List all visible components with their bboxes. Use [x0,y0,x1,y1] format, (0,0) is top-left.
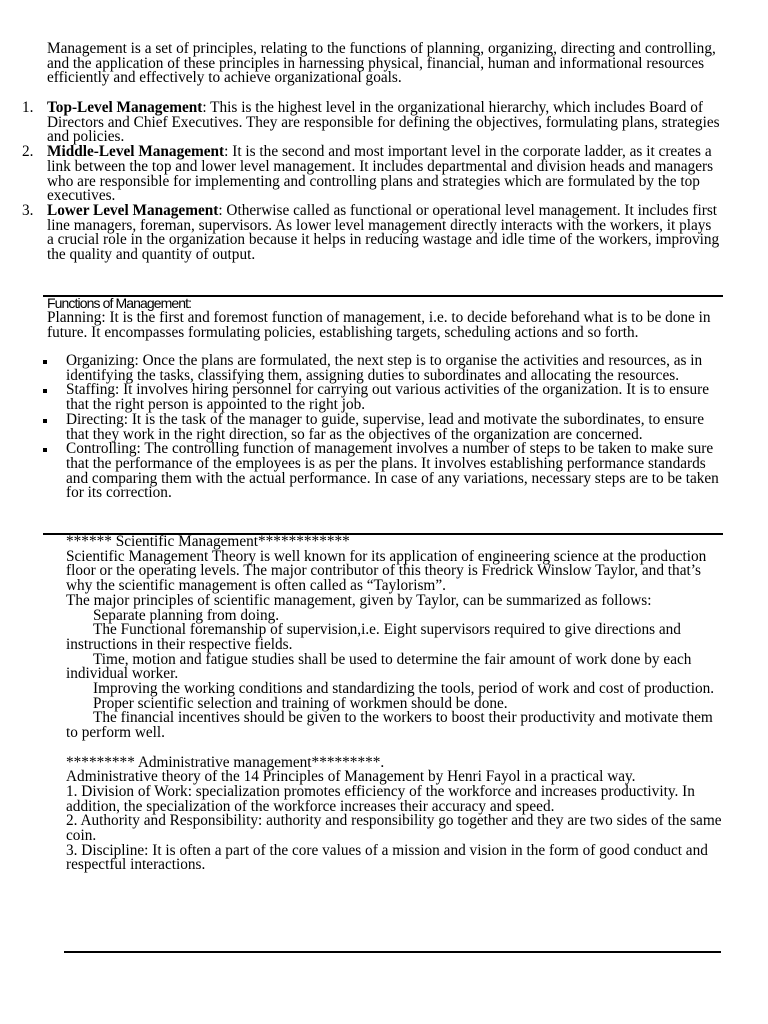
scientific-and-administrative-section [66,535,726,873]
principle-item: Proper scientific selection and training of workmen should be done. [93,694,508,712]
list-item [0,410,720,443]
list-item [0,145,720,204]
level-description: : It is the second and most important level in the corporate ladder, as it creates a link between the top and lower level management. It includes departmental and division heads and managers who are responsible for implementing and controlling plans and strategies which are formulated by the top executives. [47,143,714,205]
section-divider [64,951,721,953]
level-title: Lower Level Management [47,201,219,219]
list-item [0,383,720,412]
bullet-text: Organizing: Once the plans are formulated, the next step is to organise the activities and resources, as in identifying the tasks, classifying them, assigning duties to subordinates and allocating the resources. [66,352,703,384]
list-item [0,201,720,264]
list-number: 2. [22,143,34,161]
principle-item: Separate planning from doing. [93,606,280,624]
bullet-icon [43,389,47,393]
principle-item: 2. Authority and Responsibility: authority and responsibility go together and they are two sides of the same coin. [66,812,722,845]
principle-item: Time, motion and fatigue studies shall be used to determine the fair amount of work done by each individual worker. [66,650,692,683]
bullet-icon [43,419,47,423]
level-title: Top-Level Management [47,99,203,116]
principle-item: 1. Division of Work: specialization promotes efficiency of the workforce and increases productivity. In addition, the specialization of the workforce increases their accuracy and speed. [66,782,695,815]
principle-item: The Functional foremanship of supervision,i.e. Eight supervisors required to give directions and instructions in their respective fields. [66,621,681,653]
level-description: : This is the highest level in the organizational hierarchy, which includes Board of Directors and Chief Executives. They are responsible for defining the objectives, formulating plans, strategies and policies. [47,99,720,146]
administrative-heading: ********* Administrative management*********. [66,753,385,771]
bullet-icon [43,448,47,452]
bullet-text: Staffing: It involves hiring personnel for carrying out various activities of the organization. It is to ensure that the right person is appointed to the right job. [66,381,710,414]
planning-paragraph: Planning: It is the first and foremost function of management, i.e. to decide beforehand what is to be done in future. It encompasses formulating policies, establishing targets, scheduling actions and so forth. [47,309,711,341]
bullet-icon [43,360,47,364]
list-item [0,354,720,383]
level-description: : Otherwise called as functional or operational level management. It includes first line managers, foreman, supervisors. As lower level management directly interacts with the workers, it plays a crucial role in the organization because it helps in reducing wastage and idle time of the workers, improving the quality and quantity of output. [47,201,720,264]
list-item [0,442,720,501]
level-title: Middle-Level Management [47,143,225,161]
bullet-text: Directing: It is the task of the manager to guide, supervise, lead and motivate the subordinates, to ensure that they work in the right direction, so far as the objectives of the organization are concerned. [66,410,705,443]
scientific-heading: ****** Scientific Management************ [66,533,350,550]
principle-item: 3. Discipline: It is often a part of the core values of a mission and vision in the form of good conduct and respectful interactions. [66,841,708,874]
list-item [0,101,720,145]
bullet-text: Controlling: The controlling function of management involves a number of steps to be taken to make sure that the performance of the employees is as per the plans. It involves establishing performance standards and comparing them with the actual performance. In case of any variations, necessary steps are to be taken for its correction. [66,440,719,502]
principle-item: Improving the working conditions and standardizing the tools, period of work and cost of production. [93,680,715,698]
list-number: 1. [22,99,34,116]
functions-heading: Functions of Management: [47,295,192,311]
administrative-intro: Administrative theory of the 14 Principles of Management by Henri Fayol in a practical way. [66,768,636,786]
scientific-intro: Scientific Management Theory is well known for its application of engineering science at the production floor or the operating levels. The major contributor of this theory is Fredrick Winslow Taylor, and that’s why the scientific management is often called as “Taylorism”. [66,547,707,595]
principle-item: The financial incentives should be given to the workers to boost their productivity and motivate them to perform well. [66,709,713,742]
intro-paragraph: Management is a set of principles, relating to the functions of planning, organizing, directing and controlling, and the application of these principles in harnessing physical, financial, human and informational resources efficiently and effectively to achieve organizational goals. [47,40,716,87]
functions-bullet-list [0,354,720,501]
principles-intro: The major principles of scientific management, given by Taylor, can be summarized as follows: [66,591,652,609]
list-number: 3. [22,201,34,219]
management-levels-list [0,101,720,263]
